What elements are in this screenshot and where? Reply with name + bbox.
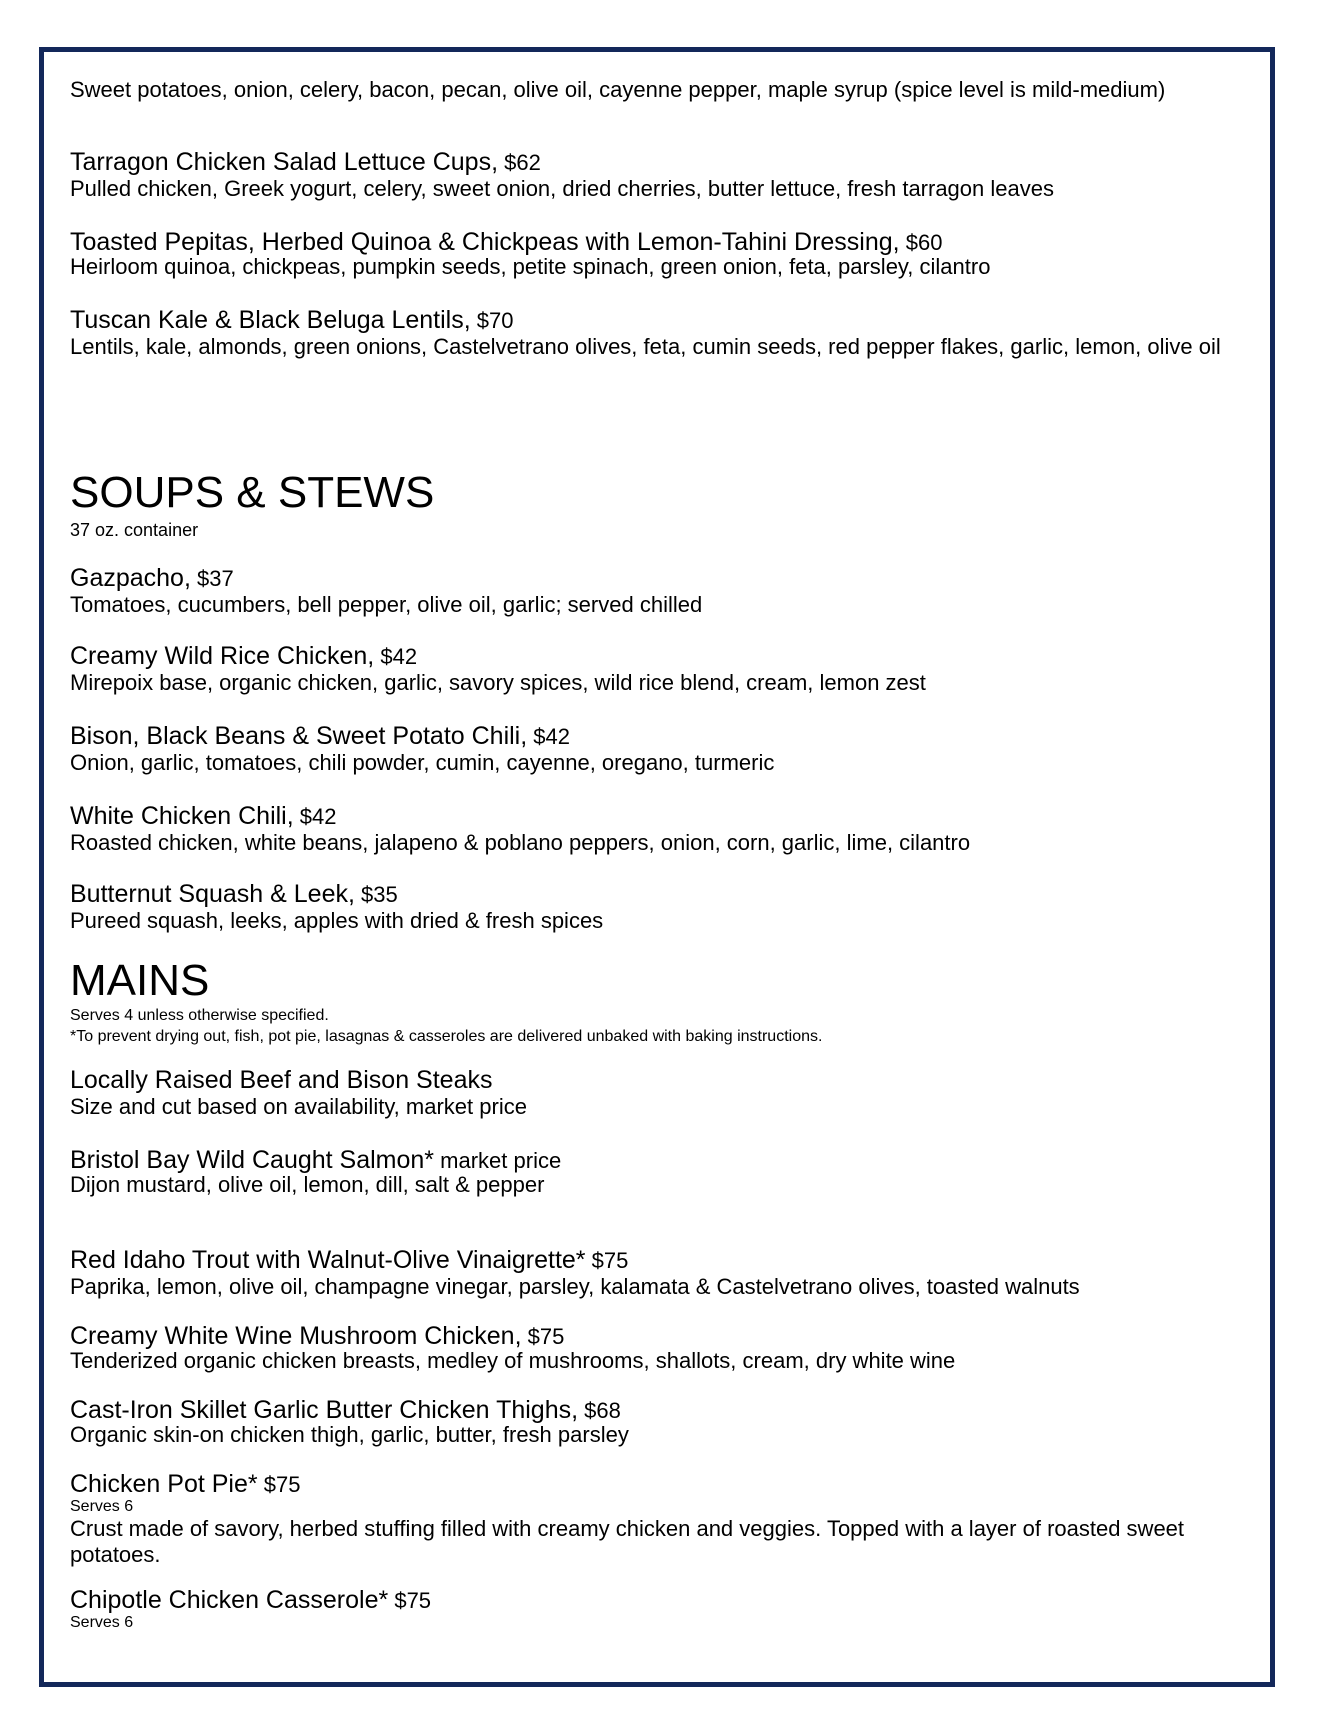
item-description: Paprika, lemon, olive oil, champagne vinegar, parsley, kalamata & Castelvetrano olives, toasted walnuts [70,1274,1080,1299]
item-price: $42 [527,724,571,749]
item-description: Dijon mustard, olive oil, lemon, dill, salt & pepper [70,1172,545,1197]
item-price: $42 [293,804,337,829]
item-description: Tomatoes, cucumbers, bell pepper, olive oil, garlic; served chilled [70,592,703,617]
item-title [70,1146,1250,1175]
item-title [70,1470,1250,1499]
item-description: Onion, garlic, tomatoes, chili powder, cumin, cayenne, oregano, turmeric [70,750,775,775]
item-title [70,306,1250,335]
item-name: Tuscan Kale & Black Beluga Lentils, [70,306,471,334]
item-description: Tenderized organic chicken breasts, medley of mushrooms, shallots, cream, dry white wine [70,1348,956,1373]
item-name: Chipotle Chicken Casserole* [70,1586,389,1614]
item-price: $75 [585,1248,629,1273]
item-serves: Serves 6 [70,1614,134,1631]
item-name: Butternut Squash & Leek, [70,880,355,908]
item-name: Bristol Bay Wild Caught Salmon* [70,1146,435,1174]
item-description: Size and cut based on availability, market price [70,1094,527,1119]
item-price: $68 [578,1398,621,1423]
item-title [70,642,1250,671]
item-serves: Serves 6 [70,1498,134,1515]
item-title [70,1322,1250,1351]
item-name: Toasted Pepitas, Herbed Quinoa & Chickpeas with Lemon-Tahini Dressing, [70,228,900,256]
item-description: Crust made of savory, herbed stuffing filled with creamy chicken and veggies. Topped with a layer of roasted sweet potatoes. [70,1516,1185,1567]
item-price: $42 [374,644,418,669]
item-name: Creamy Wild Rice Chicken, [70,642,375,670]
item-title [70,802,1250,831]
item-price: $75 [388,1588,432,1613]
section-note: *To prevent drying out, fish, pot pie, lasagnas & casseroles are delivered unbaked with baking instructions. [70,1028,823,1045]
item-title [70,1066,1250,1094]
item-title [70,228,1250,257]
section-note: 37 oz. container [70,520,199,540]
item-title [70,1246,1250,1275]
item-name: Chicken Pot Pie* [70,1470,258,1498]
section-heading-mains: MAINS [70,956,210,1005]
item-price: market price [434,1148,562,1173]
item-price: $35 [354,882,398,907]
item-title [70,1586,1250,1615]
item-price: $37 [190,566,234,591]
section-heading-soups: SOUPS & STEWS [70,468,435,517]
item-description: Pulled chicken, Greek yogurt, celery, sweet onion, dried cherries, butter lettuce, fresh tarragon leaves [70,176,1054,201]
item-title [70,722,1250,751]
item-description: Roasted chicken, white beans, jalapeno & poblano peppers, onion, corn, garlic, lime, cilantro [70,830,971,855]
item-name: Bison, Black Beans & Sweet Potato Chili, [70,722,528,750]
item-description: Mirepoix base, organic chicken, garlic, savory spices, wild rice blend, cream, lemon zest [70,670,926,695]
item-title [70,148,1250,177]
item-title [70,564,1250,593]
item-price: $75 [257,1472,301,1497]
item-description: Pureed squash, leeks, apples with dried & fresh spices [70,908,604,933]
item-name: Tarragon Chicken Salad Lettuce Cups, [70,148,499,176]
item-title [70,1396,1250,1425]
section-note: Serves 4 unless otherwise specified. [70,1007,329,1024]
item-price: $62 [498,150,541,175]
item-name: Red Idaho Trout with Walnut-Olive Vinaigrette* [70,1246,586,1274]
item-description: Heirloom quinoa, chickpeas, pumpkin seeds, petite spinach, green onion, feta, parsley, cilantro [70,254,991,279]
item-description: Organic skin-on chicken thigh, garlic, butter, fresh parsley [70,1422,629,1447]
item-price: $60 [899,230,943,255]
item-name: Cast-Iron Skillet Garlic Butter Chicken Thighs, [70,1396,579,1424]
item-name: Creamy White Wine Mushroom Chicken, [70,1322,522,1350]
item-name: Gazpacho, [70,564,191,592]
item-name: Locally Raised Beef and Bison Steaks [70,1066,493,1094]
item-title [70,880,1250,909]
item-description: Sweet potatoes, onion, celery, bacon, pecan, olive oil, cayenne pepper, maple syrup (spice level is mild-medium) [70,77,1166,102]
item-name: White Chicken Chili, [70,802,294,830]
item-description: Lentils, kale, almonds, green onions, Castelvetrano olives, feta, cumin seeds, red pepper flakes, garlic, lemon, olive oil [70,334,1221,359]
item-price: $75 [521,1324,565,1349]
item-price: $70 [470,308,514,333]
